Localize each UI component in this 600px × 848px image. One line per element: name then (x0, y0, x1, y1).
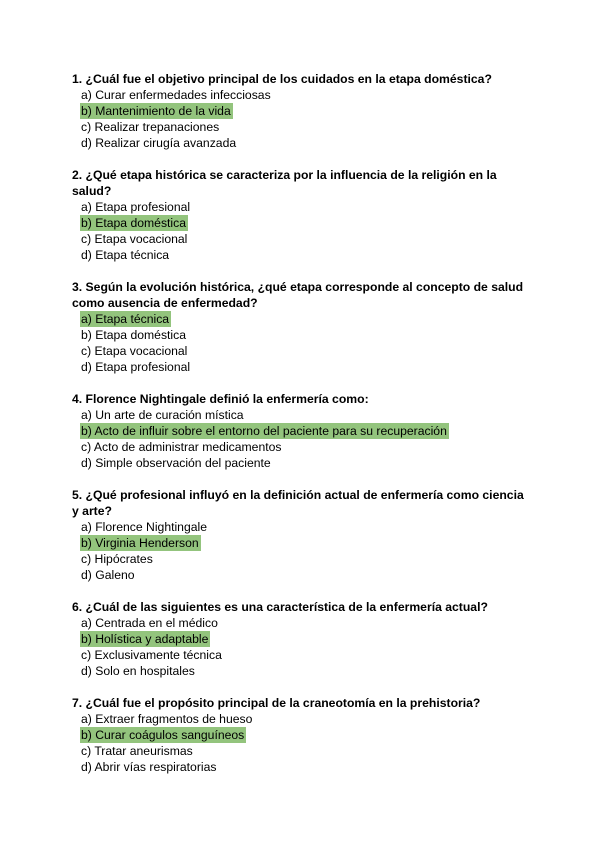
option-text: c) Hipócrates (81, 552, 153, 566)
answer-option (72, 343, 532, 359)
answer-option (72, 231, 532, 247)
highlighted-option-text: b) Mantenimiento de la vida (81, 104, 231, 118)
option-text: d) Simple observación del paciente (81, 456, 271, 470)
question-text: 4. Florence Nightingale definió la enfermería como: (72, 392, 369, 406)
answer-option (72, 199, 532, 215)
highlighted-option-text: b) Holística y adaptable (81, 632, 209, 646)
answer-option (72, 615, 532, 631)
answer-option (72, 327, 532, 343)
answer-option (72, 663, 532, 679)
option-text: c) Exclusivamente técnica (81, 648, 222, 662)
option-text: c) Etapa vocacional (81, 344, 188, 358)
answer-option-correct (72, 727, 532, 743)
question-3 (72, 279, 532, 375)
option-text: d) Etapa técnica (81, 248, 170, 262)
option-text: a) Un arte de curación mística (81, 408, 244, 422)
answer-option (72, 743, 532, 759)
answer-option (72, 711, 532, 727)
answer-option (72, 439, 532, 455)
question-6 (72, 599, 532, 679)
answer-options (72, 87, 532, 151)
answer-option (72, 455, 532, 471)
answer-option (72, 359, 532, 375)
answer-options (72, 199, 532, 263)
option-text: a) Extraer fragmentos de hueso (81, 712, 253, 726)
question-7 (72, 695, 532, 775)
answer-options (72, 311, 532, 375)
answer-option (72, 551, 532, 567)
question-2 (72, 167, 532, 263)
option-text: c) Realizar trepanaciones (81, 120, 220, 134)
answer-option (72, 407, 532, 423)
answer-option (72, 567, 532, 583)
answer-options (72, 519, 532, 583)
answer-option (72, 759, 532, 775)
option-text: a) Etapa profesional (81, 200, 191, 214)
option-text: d) Galeno (81, 568, 135, 582)
answer-option-correct (72, 103, 532, 119)
answer-option-correct (72, 631, 532, 647)
question-text: 1. ¿Cuál fue el objetivo principal de los cuidados en la etapa doméstica? (72, 72, 492, 86)
answer-option (72, 87, 532, 103)
answer-option (72, 119, 532, 135)
option-text: a) Florence Nightingale (81, 520, 208, 534)
question-text: 5. ¿Qué profesional influyó en la definición actual de enfermería como ciencia y arte? (72, 488, 524, 518)
question-text: 3. Según la evolución histórica, ¿qué etapa corresponde al concepto de salud como ausencia de enfermedad? (72, 280, 524, 310)
highlighted-option-text: b) Virginia Henderson (81, 536, 199, 550)
highlighted-option-text: a) Etapa técnica (81, 312, 170, 326)
question-1 (72, 71, 532, 151)
option-text: b) Etapa doméstica (81, 328, 187, 342)
option-text: d) Etapa profesional (81, 360, 191, 374)
answer-options (72, 711, 532, 775)
question-text: 6. ¿Cuál de las siguientes es una característica de la enfermería actual? (72, 600, 488, 614)
question-5 (72, 487, 532, 583)
answer-option-correct (72, 535, 532, 551)
answer-option-correct (72, 311, 532, 327)
option-text: d) Realizar cirugía avanzada (81, 136, 237, 150)
option-text: c) Acto de administrar medicamentos (81, 440, 282, 454)
answer-option-correct (72, 215, 532, 231)
highlighted-option-text: b) Acto de influir sobre el entorno del paciente para su recuperación (81, 424, 447, 438)
answer-options (72, 615, 532, 679)
answer-option (72, 519, 532, 535)
answer-option-correct (72, 423, 532, 439)
option-text: d) Solo en hospitales (81, 664, 195, 678)
option-text: c) Tratar aneurismas (81, 744, 193, 758)
option-text: a) Curar enfermedades infecciosas (81, 88, 271, 102)
highlighted-option-text: b) Curar coágulos sanguíneos (81, 728, 245, 742)
question-text: 7. ¿Cuál fue el propósito principal de la craneotomía en la prehistoria? (72, 696, 481, 710)
question-4 (72, 391, 532, 471)
highlighted-option-text: b) Etapa doméstica (81, 216, 187, 230)
answer-option (72, 247, 532, 263)
question-text: 2. ¿Qué etapa histórica se caracteriza por la influencia de la religión en la salud? (72, 168, 497, 198)
answer-option (72, 647, 532, 663)
option-text: d) Abrir vías respiratorias (81, 760, 217, 774)
option-text: a) Centrada en el médico (81, 616, 218, 630)
option-text: c) Etapa vocacional (81, 232, 188, 246)
answer-option (72, 135, 532, 151)
answer-options (72, 407, 532, 471)
